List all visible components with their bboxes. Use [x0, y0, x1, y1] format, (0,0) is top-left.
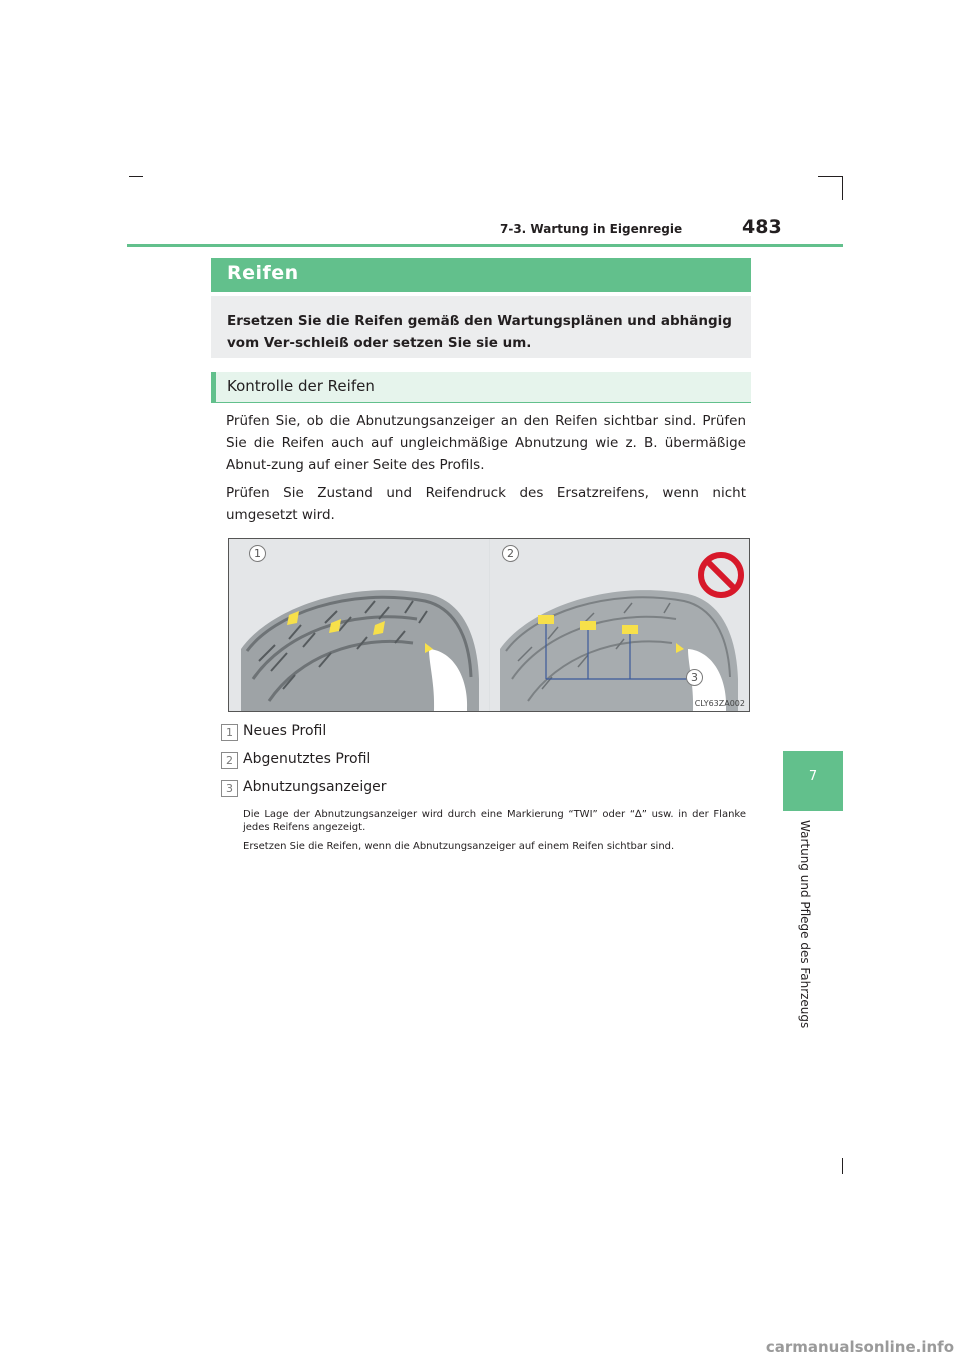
- chapter-title: Wartung und Pflege des Fahrzeugs: [798, 820, 812, 1029]
- paragraph: Prüfen Sie Zustand und Reifendruck des Ersatzreifens, wenn nicht umgesetzt wird.: [226, 485, 746, 523]
- section-header: [211, 258, 751, 292]
- figure-label: 1: [249, 545, 266, 562]
- legend-text: Neues Profil: [243, 723, 327, 739]
- crop-mark: [818, 176, 842, 177]
- intro-box: [211, 296, 751, 358]
- tire-worn-panel: [490, 539, 749, 711]
- legend-number: 1: [221, 724, 238, 741]
- legend-text: Abnutzungsanzeiger: [243, 779, 387, 795]
- crop-mark: [842, 1158, 843, 1174]
- watermark: carmanualsonline.info: [765, 1338, 954, 1356]
- chapter-tab: [783, 751, 843, 811]
- crop-mark: [842, 176, 843, 200]
- intro-text: Ersetzen Sie die Reifen gemäß den Wartungsplänen und abhängig vom Ver-schleiß oder setzen Sie sie um.: [227, 313, 732, 351]
- page-number: 483: [742, 216, 782, 238]
- crop-mark: [129, 176, 143, 177]
- header-section-title: 7-3. Wartung in Eigenregie: [500, 222, 683, 236]
- tire-new-tread-image: [229, 539, 489, 711]
- chapter-number: 7: [808, 769, 818, 784]
- tire-new-panel: [229, 539, 489, 711]
- prohibited-icon: [697, 551, 745, 599]
- header-divider: [127, 244, 843, 247]
- figure-label: 3: [686, 669, 703, 686]
- note-text: Die Lage der Abnutzungsanzeiger wird durch eine Markierung “TWI” oder “∆” usw. in der Flanke jedes Reifens angezeigt.: [243, 809, 746, 833]
- subsection-header: [211, 372, 751, 403]
- section-title: Reifen: [227, 262, 299, 284]
- legend-number: 3: [221, 780, 238, 797]
- figure-label: 2: [502, 545, 519, 562]
- subsection-title: Kontrolle der Reifen: [227, 377, 375, 395]
- legend-number: 2: [221, 752, 238, 769]
- paragraph: Prüfen Sie, ob die Abnutzungsanzeiger an den Reifen sichtbar sind. Prüfen Sie die Reifen auch auf ungleichmäßige Abnutzung wie z. B. übermäßige Abnut-zung auf einer Seite des Profils.: [226, 413, 746, 473]
- figure-code: CLY63ZA002: [694, 699, 745, 708]
- subsection-accent: [211, 372, 216, 402]
- tire-figure: [228, 538, 750, 712]
- legend-text: Abgenutztes Profil: [243, 751, 371, 767]
- note-text: Ersetzen Sie die Reifen, wenn die Abnutzungsanzeiger auf einem Reifen sichtbar sind.: [243, 841, 675, 852]
